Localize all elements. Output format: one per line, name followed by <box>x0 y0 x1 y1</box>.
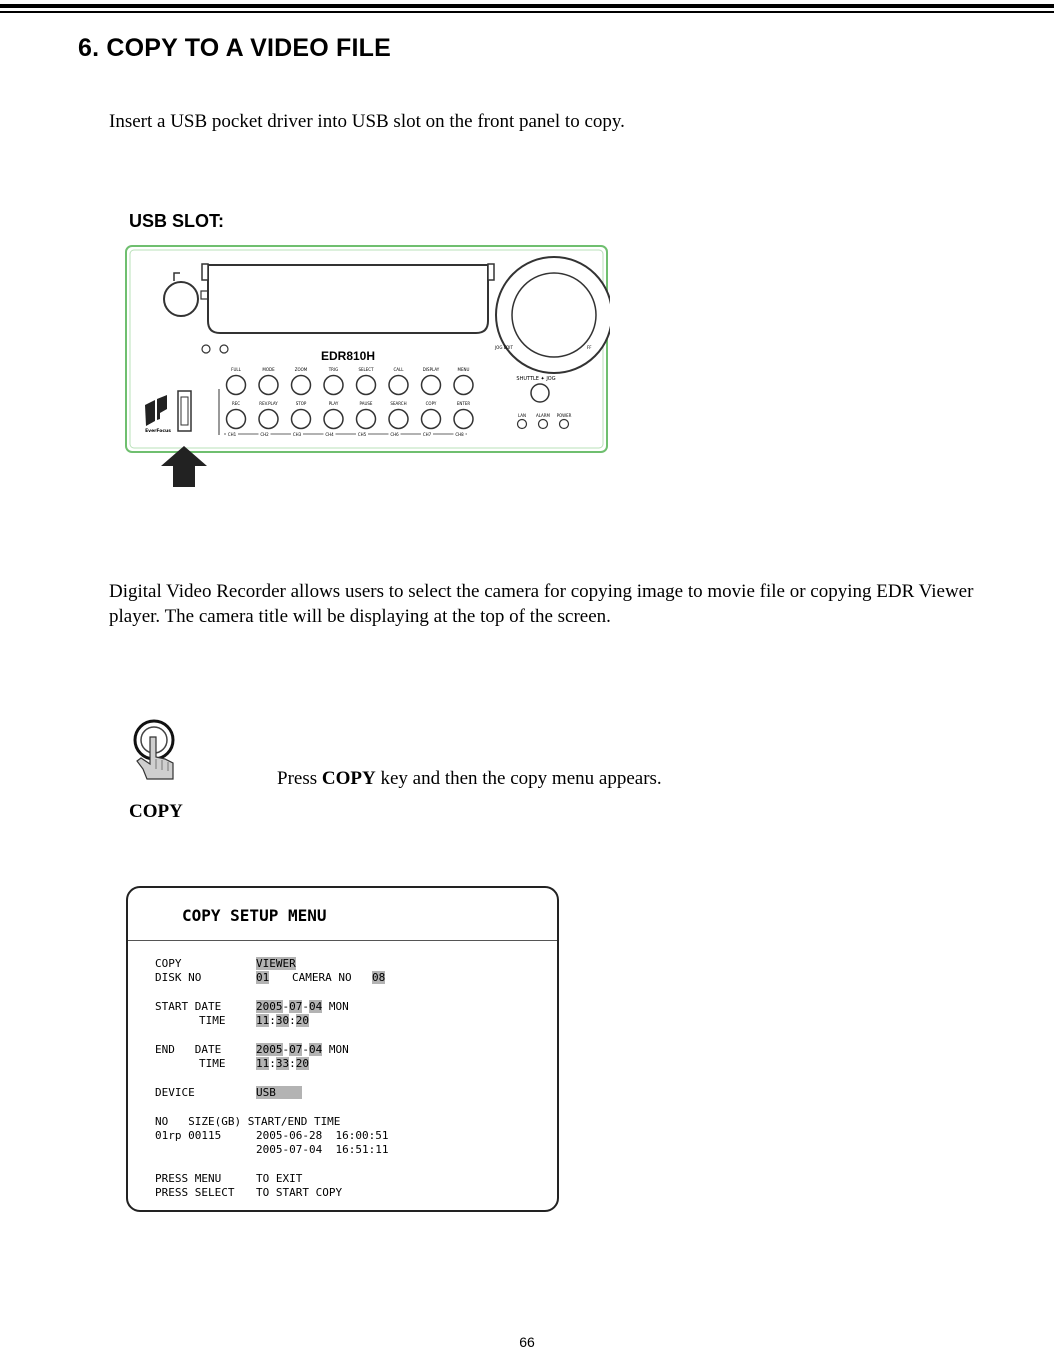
panel-button-play <box>324 410 343 429</box>
panel-button-select <box>357 376 376 395</box>
disk-tray <box>208 265 488 333</box>
table-header: NO SIZE(GB) START/END TIME <box>155 1115 341 1128</box>
panel-label-rec: REC <box>231 401 241 406</box>
jog-ff-label: FF <box>587 345 592 350</box>
panel-label-stop: STOP <box>295 401 307 406</box>
footer-select-label: PRESS SELECT <box>155 1186 235 1199</box>
panel-label-copy: COPY <box>425 401 437 406</box>
start-month: 07 <box>289 1000 303 1013</box>
description-paragraph: Digital Video Recorder allows users to select the camera for copying image to movie file or copying EDR Viewer player. The camera title will be displaying at the top of the screen. <box>109 581 974 627</box>
disk-no-label: DISK NO <box>155 971 202 984</box>
status-led-alarm <box>539 420 548 429</box>
led-indicator <box>220 345 228 353</box>
top-rule-thin <box>0 11 1054 13</box>
panel-label-pause: PAUSE <box>359 401 373 406</box>
start-hour: 11 <box>256 1014 270 1027</box>
channel-label-ch2: CH2 <box>260 432 269 437</box>
panel-button-full <box>227 376 246 395</box>
status-led-lan <box>518 420 527 429</box>
channel-label-ch1: CH1 <box>227 432 237 437</box>
jog-edit-label: JOG EDIT <box>495 345 513 350</box>
end-time-value: 11:33:20 <box>256 1057 309 1070</box>
panel-button-search <box>389 410 408 429</box>
end-year: 2005 <box>256 1043 283 1056</box>
press-button-icon <box>133 719 177 783</box>
end-date-value: 2005-07-04 MON <box>256 1043 349 1056</box>
panel-button-call <box>389 376 408 395</box>
status-label-lan: LAN <box>517 413 527 418</box>
status-led-power <box>560 420 569 429</box>
start-date-label: START DATE <box>155 1000 222 1013</box>
model-label: EDR810H <box>320 349 376 363</box>
panel-button-mode <box>259 376 278 395</box>
panel-label-zoom: ZOOM <box>294 367 308 372</box>
panel-label-display: DISPLAY <box>422 367 440 372</box>
panel-label-trig: TRIG <box>328 367 339 372</box>
press-key-name: COPY <box>321 768 376 789</box>
copy-setup-menu-screen <box>126 886 559 1212</box>
end-month: 07 <box>289 1043 303 1056</box>
panel-label-select: SELECT <box>358 367 374 372</box>
enter-knob <box>531 384 549 402</box>
section-heading: 6. COPY TO A VIDEO FILE <box>78 34 391 62</box>
page-number: 66 <box>519 1334 535 1350</box>
panel-button-trig <box>324 376 343 395</box>
footer-menu-label: PRESS MENU <box>155 1172 222 1185</box>
panel-label-play: PLAY <box>328 401 339 406</box>
device-label: DEVICE <box>155 1086 195 1099</box>
start-date-value: 2005-07-04 MON <box>256 1000 349 1013</box>
panel-label-search: SEARCH <box>390 401 407 406</box>
panel-label-enter: ENTER <box>456 401 471 406</box>
panel-button-copy <box>422 410 441 429</box>
start-day: 04 <box>309 1000 323 1013</box>
panel-label-full: FULL <box>231 367 241 372</box>
footer-menu-action: TO EXIT <box>256 1172 303 1185</box>
start-year: 2005 <box>256 1000 283 1013</box>
table-row-end: 2005-07-04 16:51:11 <box>256 1143 389 1156</box>
panel-button-stop <box>292 410 311 429</box>
usb-slot-label: USB SLOT: <box>129 211 225 231</box>
top-rule-thick <box>0 4 1054 8</box>
panel-label-mode: MODE <box>262 367 275 372</box>
channel-label-ch3: CH3 <box>292 432 302 437</box>
device-value: USB <box>256 1086 302 1099</box>
panel-button-menu <box>454 376 473 395</box>
status-label-power: POWER <box>556 413 572 418</box>
shuttle-label: SHUTTLE ✦ JOG <box>516 376 556 382</box>
channel-label-ch8: CH8 <box>455 432 464 437</box>
copy-key-label: COPY <box>129 801 183 822</box>
led-indicator <box>202 345 210 353</box>
footer-select-action: TO START COPY <box>256 1186 343 1199</box>
panel-button-zoom <box>292 376 311 395</box>
camera-no-value: 08 <box>372 971 386 984</box>
start-minute: 30 <box>275 1014 290 1027</box>
start-time-value: 11:30:20 <box>256 1014 309 1027</box>
start-weekday: MON <box>328 1000 349 1013</box>
copy-value: VIEWER <box>256 957 296 970</box>
panel-button-revplay <box>259 410 278 429</box>
end-date-label: END DATE <box>155 1043 222 1056</box>
channel-label-ch4: CH4 <box>325 432 334 437</box>
end-minute: 33 <box>275 1057 290 1070</box>
table-row-start: 2005-06-28 16:00:51 <box>256 1129 389 1142</box>
start-time-label: TIME <box>199 1014 226 1027</box>
key-lock-icon <box>164 282 198 316</box>
channel-label-ch5: CH5 <box>357 432 367 437</box>
menu-divider <box>128 940 557 941</box>
status-label-alarm: ALARM <box>535 413 551 418</box>
copy-label: COPY <box>155 957 182 970</box>
end-day: 04 <box>309 1043 323 1056</box>
panel-button-display <box>422 376 441 395</box>
panel-button-pause <box>357 410 376 429</box>
panel-label-menu: MENU <box>457 367 470 372</box>
press-copy-instruction <box>277 768 662 790</box>
disk-no-value: 01 <box>256 971 270 984</box>
panel-label-call: CALL <box>393 367 404 372</box>
panel-label-revplay: REV.PLAY <box>259 401 278 406</box>
panel-button-enter <box>454 410 473 429</box>
press-text-after: key and then the copy menu appears. <box>375 768 662 789</box>
end-second: 20 <box>295 1057 309 1070</box>
end-hour: 11 <box>256 1057 270 1070</box>
channel-label-ch6: CH6 <box>390 432 399 437</box>
end-weekday: MON <box>328 1043 349 1056</box>
up-arrow-icon <box>160 446 208 488</box>
press-text-before: Press <box>277 768 322 789</box>
menu-title: COPY SETUP MENU <box>182 906 327 925</box>
camera-no-label: CAMERA NO <box>292 971 352 984</box>
start-second: 20 <box>295 1014 309 1027</box>
end-time-label: TIME <box>199 1057 226 1070</box>
intro-paragraph: Insert a USB pocket driver into USB slot on the front panel to copy. <box>109 111 625 132</box>
table-row-no-size: 01rp 00115 <box>155 1129 222 1142</box>
channel-label-ch7: CH7 <box>422 432 432 437</box>
dvr-front-panel-illustration <box>124 243 610 455</box>
panel-button-rec <box>227 410 246 429</box>
brand-label: EverFocus <box>145 429 171 434</box>
